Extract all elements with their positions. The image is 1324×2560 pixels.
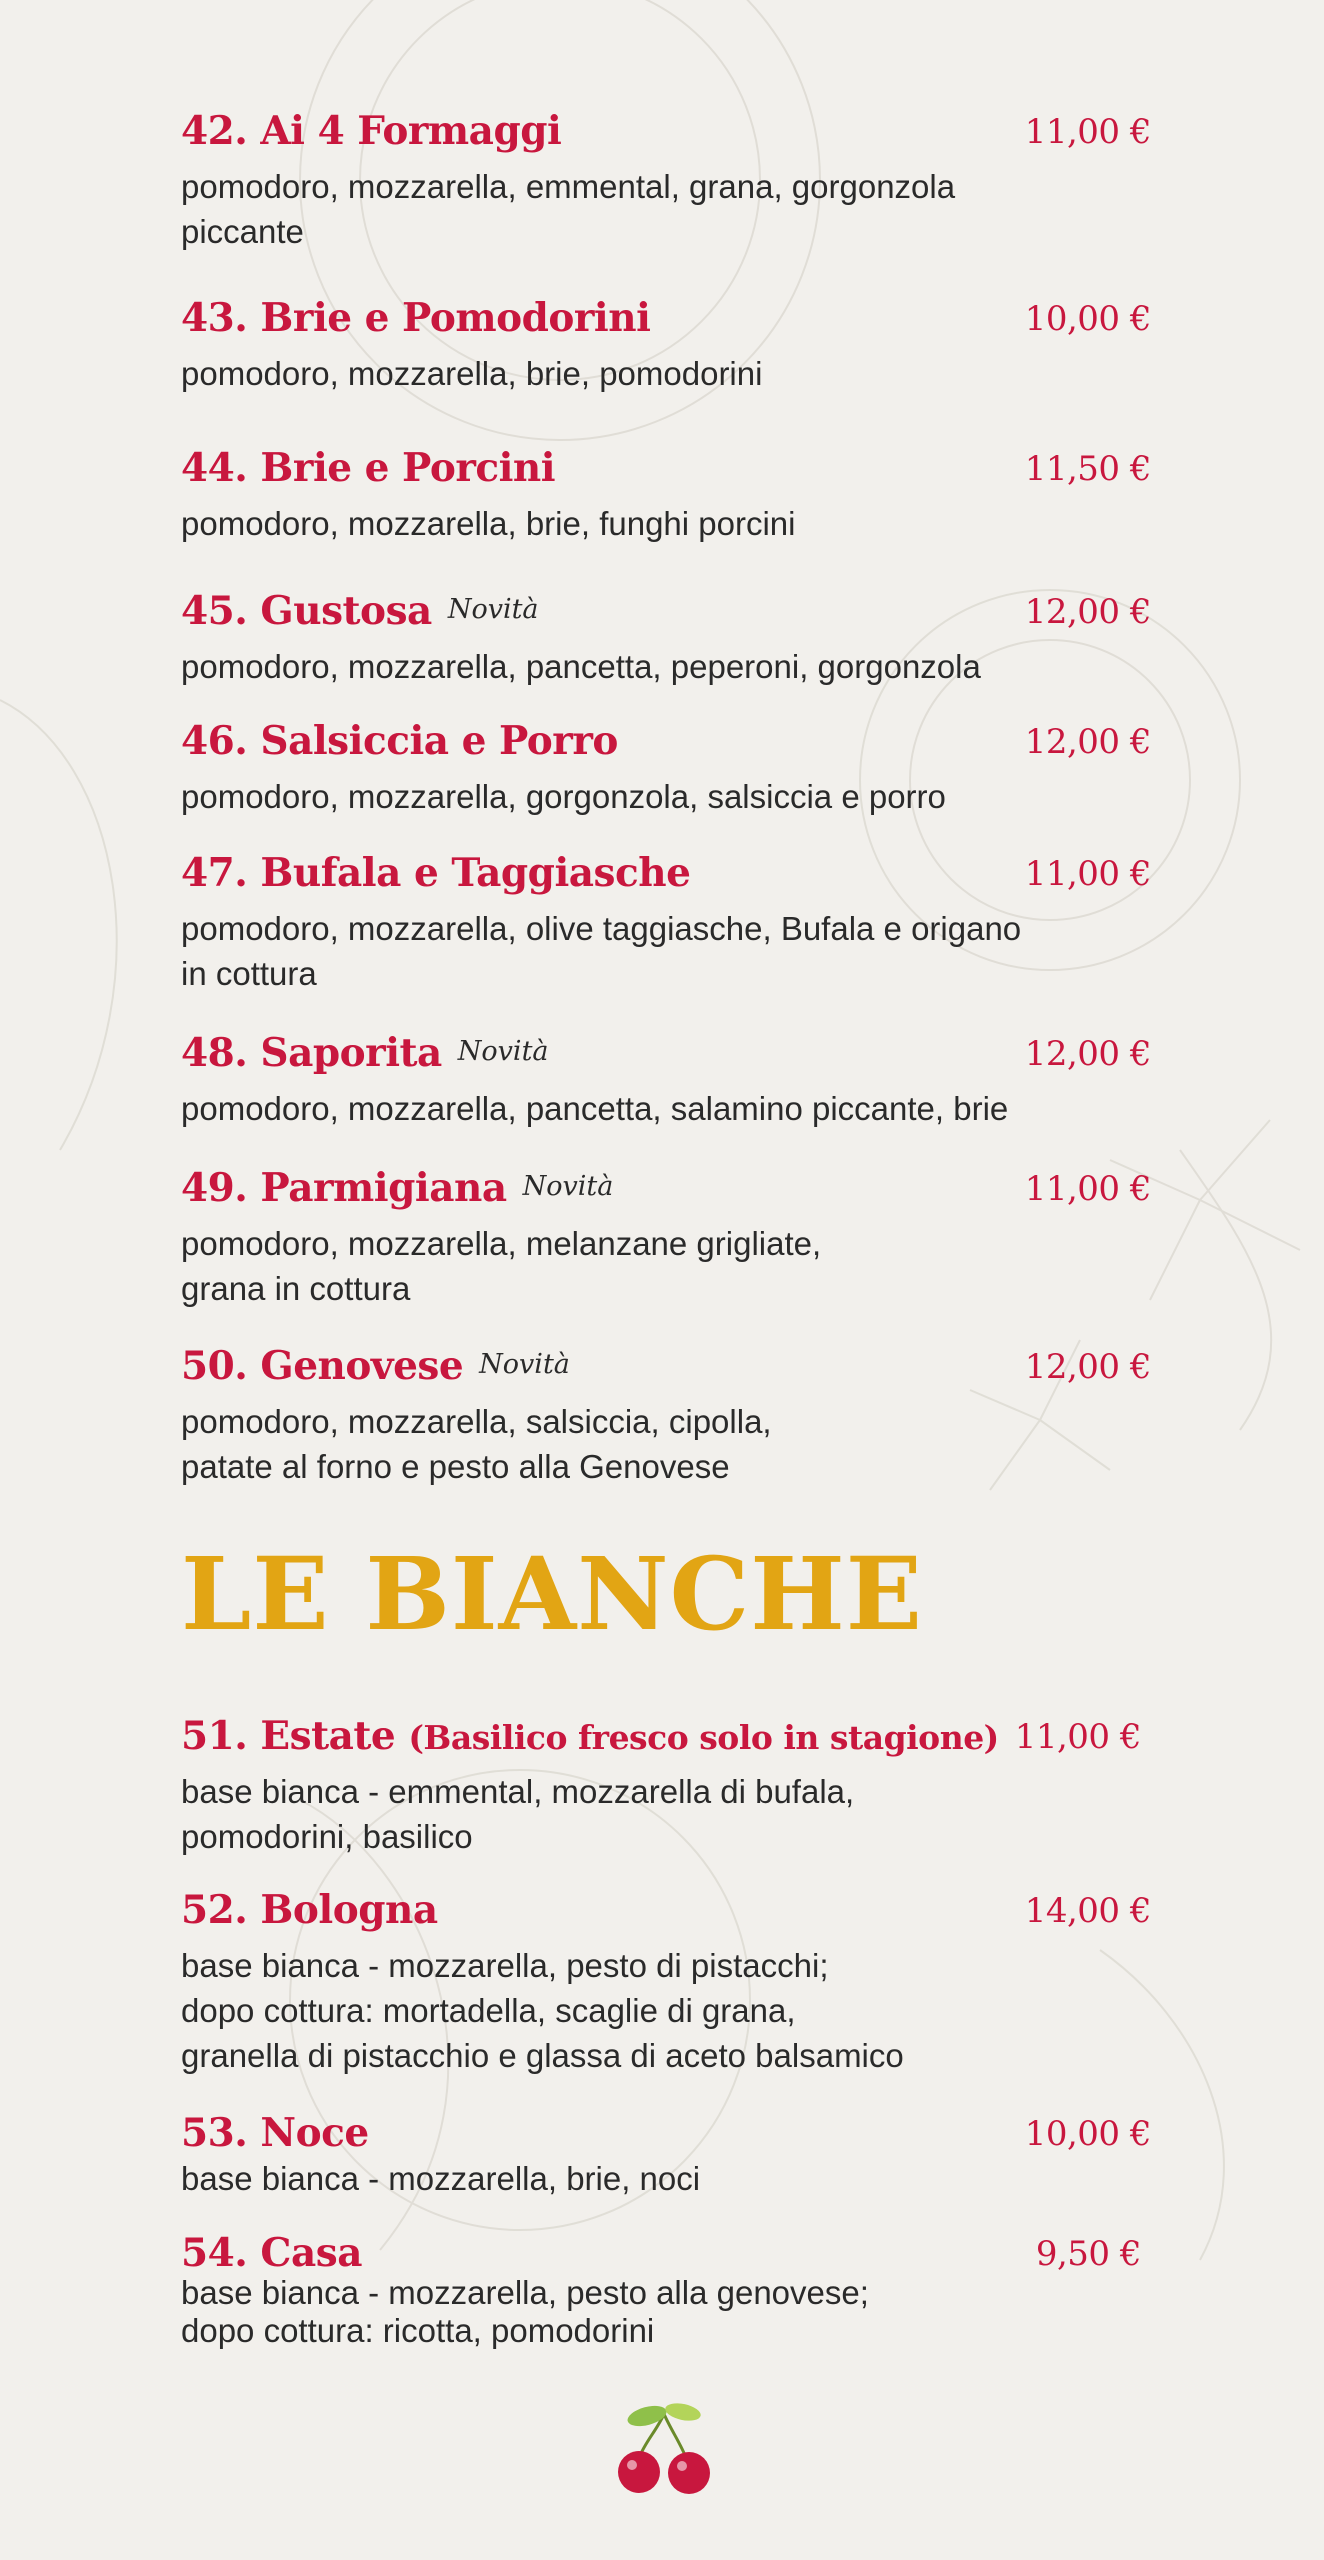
item-price: 12,00 € xyxy=(1024,1347,1151,1387)
menu-item-42 xyxy=(181,108,1151,254)
item-note: (Basilico fresco solo in stagione) xyxy=(408,1718,999,1757)
menu-item-53 xyxy=(181,2110,1151,2201)
item-price: 10,00 € xyxy=(1024,2114,1151,2154)
item-price: 12,00 € xyxy=(1024,592,1151,632)
item-price: 12,00 € xyxy=(1024,1034,1151,1074)
menu-item-48 xyxy=(181,1030,1151,1131)
item-name: 52. Bologna xyxy=(181,1887,438,1933)
item-name: 44. Brie e Porcini xyxy=(181,445,556,491)
item-price: 11,00 € xyxy=(1024,112,1151,152)
menu-item-46 xyxy=(181,718,1151,819)
menu-item-50 xyxy=(181,1343,1151,1489)
item-price: 12,00 € xyxy=(1024,722,1151,762)
item-description: base bianca - mozzarella, pesto di pistacchi; dopo cottura: mortadella, scaglie di grana, granella di pistacchio e glassa di aceto balsamico xyxy=(181,1947,904,2074)
item-price: 11,00 € xyxy=(1024,854,1151,894)
item-name: 53. Noce xyxy=(181,2110,369,2156)
item-description: base bianca - mozzarella, pesto alla genovese; dopo cottura: ricotta, pomodorini xyxy=(181,2274,869,2349)
item-description: pomodoro, mozzarella, salsiccia, cipolla, patate al forno e pesto alla Genovese xyxy=(181,1403,772,1485)
item-description: pomodoro, mozzarella, brie, pomodorini xyxy=(181,355,763,392)
item-price: 11,00 € xyxy=(1014,1717,1141,1757)
item-name: 54. Casa xyxy=(181,2230,362,2276)
item-description: pomodoro, mozzarella, melanzane grigliate, grana in cottura xyxy=(181,1225,822,1307)
novita-badge: Novità xyxy=(457,1036,549,1067)
section-title: LE BIANCHE xyxy=(181,1535,923,1653)
item-name: 50. Genovese Novità xyxy=(181,1343,570,1389)
menu-item-43 xyxy=(181,295,1151,396)
item-name: 42. Ai 4 Formaggi xyxy=(181,108,562,154)
menu-item-54 xyxy=(181,2230,1141,2350)
item-name: 43. Brie e Pomodorini xyxy=(181,295,651,341)
item-price: 11,50 € xyxy=(1024,449,1151,489)
menu-item-44 xyxy=(181,445,1151,546)
menu-item-51 xyxy=(181,1713,1141,1859)
item-name: 51. Estate (Basilico fresco solo in stagione) xyxy=(181,1713,999,1759)
item-description: pomodoro, mozzarella, olive taggiasche, Bufala e origano in cottura xyxy=(181,910,1022,992)
item-name: 49. Parmigiana Novità xyxy=(181,1165,614,1211)
menu-item-47 xyxy=(181,850,1151,996)
item-description: pomodoro, mozzarella, pancetta, peperoni, gorgonzola xyxy=(181,648,981,685)
item-price: 9,50 € xyxy=(1035,2234,1141,2274)
novita-badge: Novità xyxy=(447,594,539,625)
item-description: base bianca - emmental, mozzarella di bufala, pomodorini, basilico xyxy=(181,1773,855,1855)
menu-item-49 xyxy=(181,1165,1151,1311)
item-description: pomodoro, mozzarella, gorgonzola, salsiccia e porro xyxy=(181,778,946,815)
item-name: 45. Gustosa Novità xyxy=(181,588,539,634)
menu-item-52 xyxy=(181,1887,1151,2078)
item-name: 46. Salsiccia e Porro xyxy=(181,718,618,764)
item-description: pomodoro, mozzarella, emmental, grana, gorgonzola piccante xyxy=(181,168,956,250)
item-price: 14,00 € xyxy=(1024,1891,1151,1931)
cherries-icon xyxy=(609,2400,719,2495)
novita-badge: Novità xyxy=(522,1171,614,1202)
item-description: pomodoro, mozzarella, brie, funghi porcini xyxy=(181,505,796,542)
item-price: 11,00 € xyxy=(1024,1169,1151,1209)
item-price: 10,00 € xyxy=(1024,299,1151,339)
item-description: pomodoro, mozzarella, pancetta, salamino piccante, brie xyxy=(181,1090,1009,1127)
item-name: 47. Bufala e Taggiasche xyxy=(181,850,691,896)
item-name: 48. Saporita Novità xyxy=(181,1030,549,1076)
novita-badge: Novità xyxy=(479,1349,570,1380)
menu-item-45 xyxy=(181,588,1151,689)
item-description: base bianca - mozzarella, brie, noci xyxy=(181,2160,701,2197)
